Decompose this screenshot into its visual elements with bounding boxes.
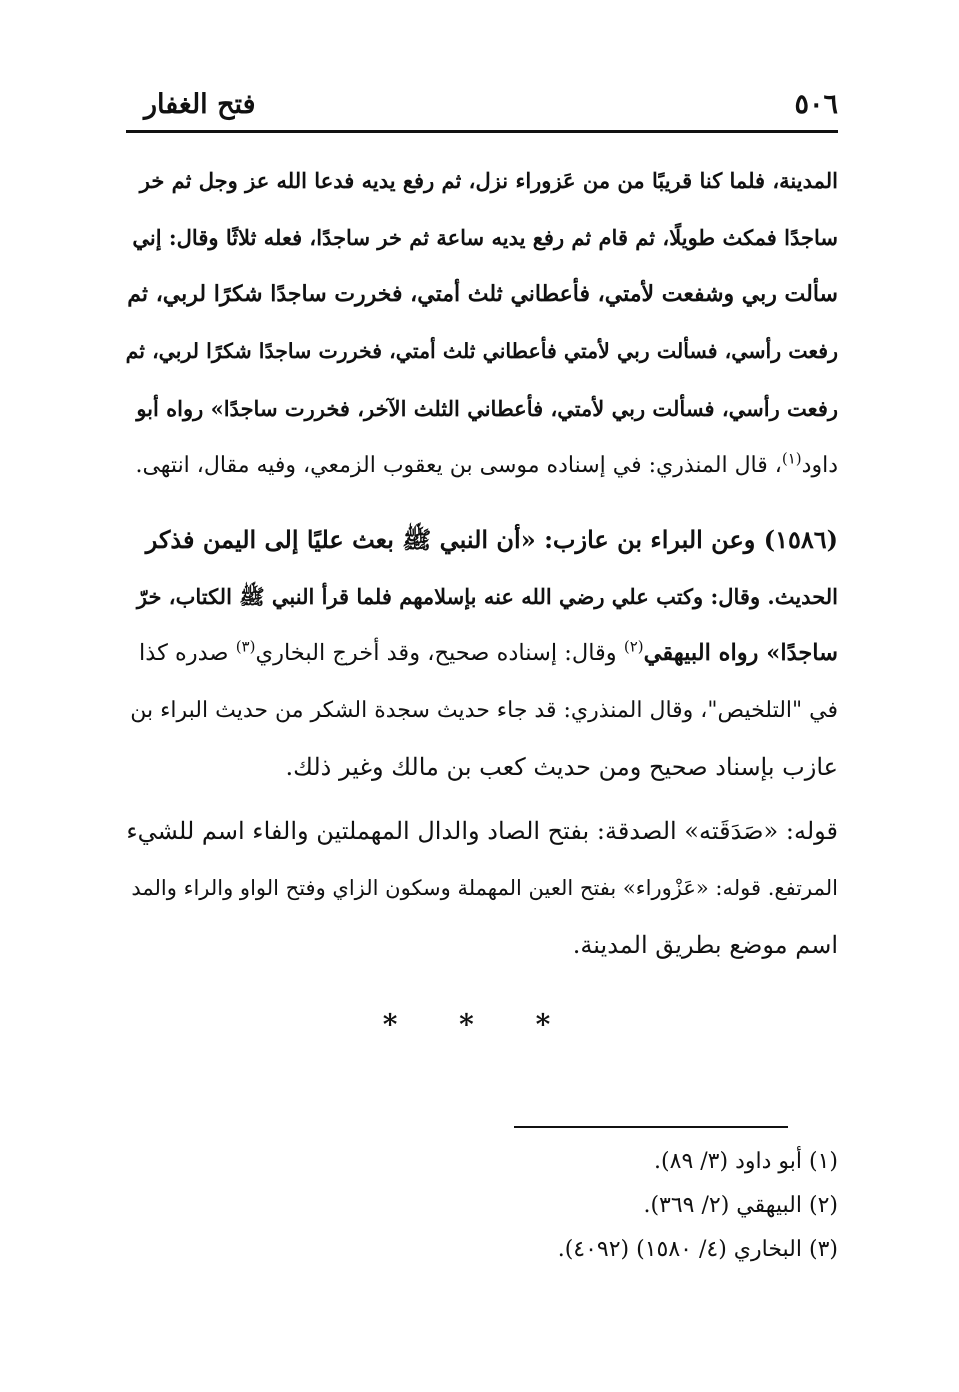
footnote-ref: (١) [781,449,802,468]
footnote: (٢) البيهقي (٢/ ٣٦٩). [643,1193,838,1218]
running-title: فتح الغفار [144,89,256,120]
footnote-ref: (٣) [235,637,256,656]
text-line: رفعت رأسي، فسألت ربي لأمتي، فأعطاني الثلث الآخر، فخررت ساجدًا» رواه أبو [136,396,838,421]
text-segment: صدره كذا [139,640,236,666]
text-line: قوله: «صَدَقَته» الصدقة: بفتح الصاد والدال المهملتين والفاء اسم للشيء [126,817,838,845]
text-line: رفعت رأسي، فسألت ربي لأمتي فأعطاني ثلث أمتي، فخررت ساجدًا شكرًا لربي، ثم [126,339,838,363]
text-line: ساجدًا فمكث طويلًا، ثم قام ثم رفع يديه ساعة ثم خر ساجدًا، فعله ثلاثًا وقال: إني [132,225,838,250]
text-line: المرتفع. قوله: «عَزْوراء» بفتح العين المهملة وسكون الزاي وفتح الواو والراء والمد [131,876,838,900]
text-line: اسم موضع بطريق المدينة. [572,931,838,959]
paragraph-hadith-1586 [126,511,838,796]
text-segment: داود [801,453,838,478]
paragraph-hadith-continuation [126,152,838,494]
paragraph-commentary [126,803,838,974]
text-line [126,625,838,682]
page-header [126,88,838,128]
text-line: عازب بإسناد صحيح ومن حديث كعب بن مالك وغير ذلك. [285,753,838,781]
text-line: سألت ربي وشفعت لأمتي، فأعطاني ثلث أمتي، فخررت ساجدًا شكرًا لربي، ثم [127,281,838,307]
page-number: ٥٠٦ [794,89,838,120]
text-line: المدينة، فلما كنا قريبًا من من عَزوراء نزل، ثم رفع يديه فدعا الله عز وجل ثم خر [139,168,838,193]
footnote: (١) أبو داود (٣/ ٨٩). [654,1149,838,1174]
footnote-ref: (٢) [623,637,644,656]
text-line: في "التلخيص"، وقال المنذري: قد جاء حديث سجدة الشكر من حديث البراء بن [130,698,838,723]
text-line: (١٥٨٦) وعن البراء بن عازب: «أن النبي ﷺ بعث عليًا إلى اليمن فذكر [145,525,838,554]
text-line [126,437,838,494]
footnotes [338,1140,838,1272]
header-rule [126,130,838,133]
text-line: الحديث. وقال: وكتب علي رضي الله عنه بإسلامهم فلما قرأ النبي ﷺ الكتاب، خرّ [136,584,838,609]
section-separator: * * * [382,1008,577,1041]
footnote-rule [514,1126,788,1128]
text-segment: وقال: إسناده صحيح، وقد أخرج البخاري [255,640,624,666]
text-segment: ، قال المنذري: في إسناده موسى بن يعقوب الزمعي، وفيه مقال، انتهى. [135,453,782,478]
text-segment: ساجدًا» رواه البيهقي [643,640,838,666]
footnote: (٣) البخاري (٤/ ١٥٨٠) (٤٠٩٢). [557,1237,838,1262]
